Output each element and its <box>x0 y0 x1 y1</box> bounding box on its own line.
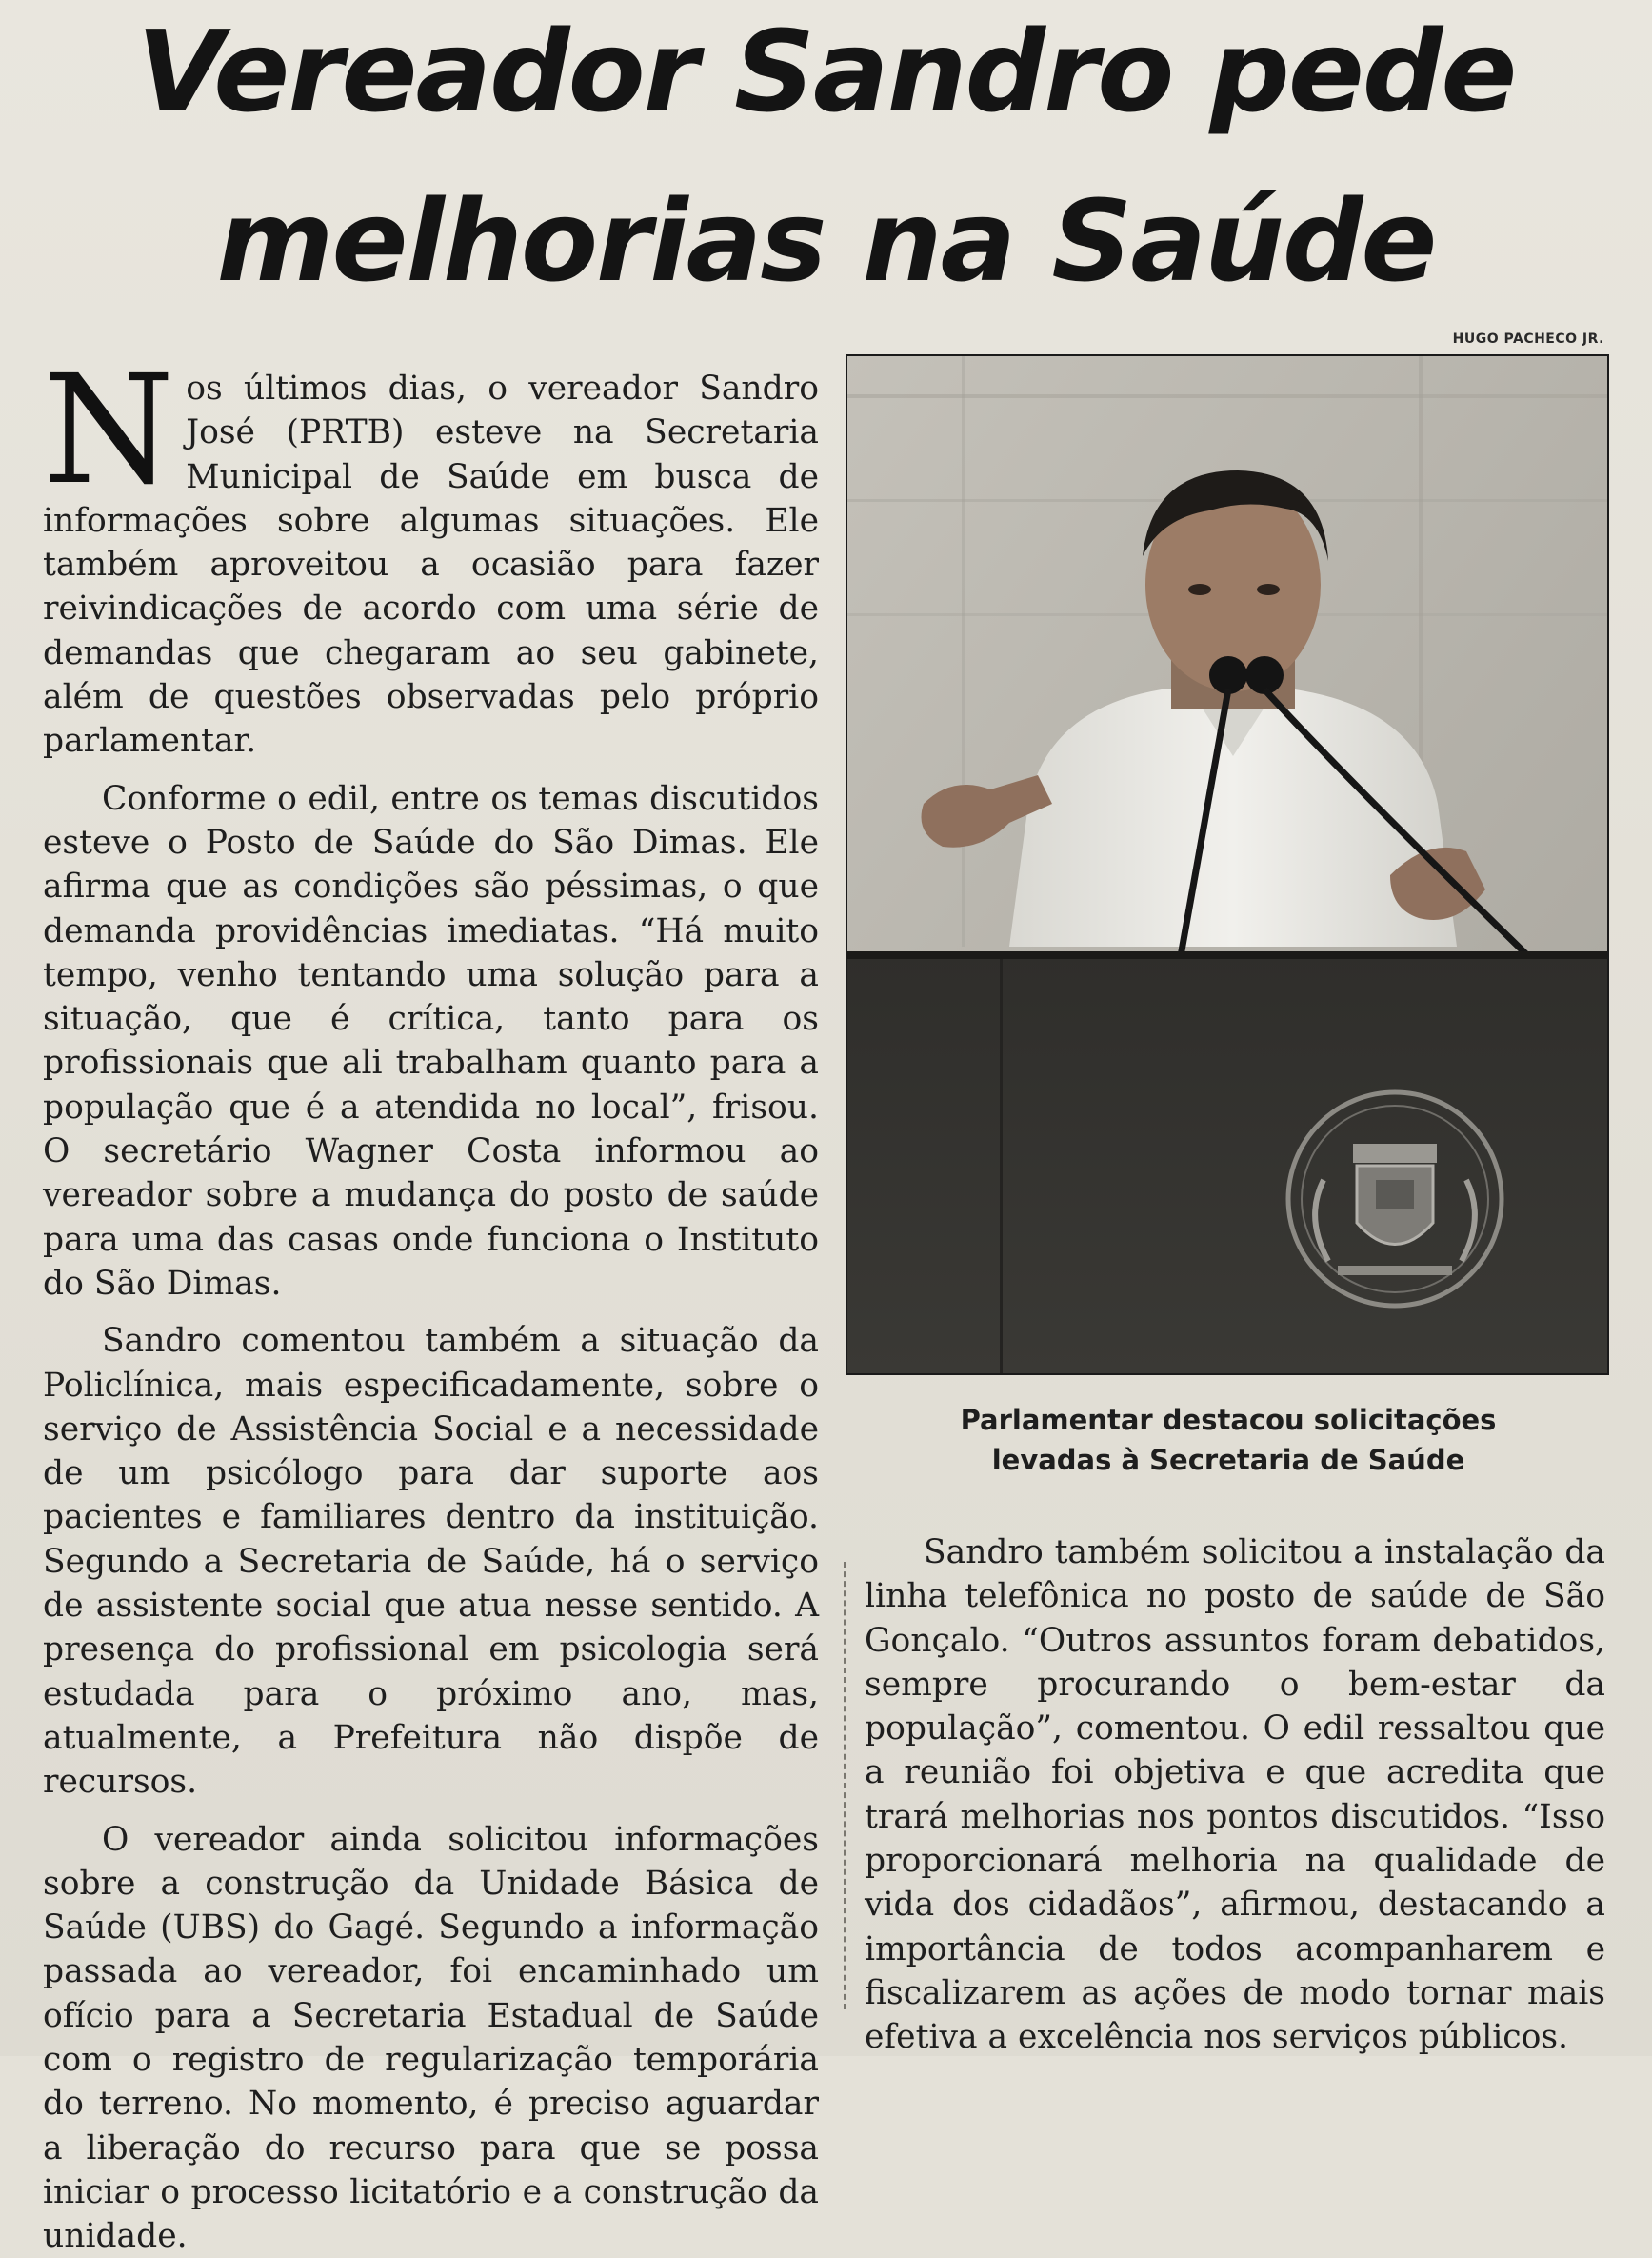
paragraph-1 <box>43 367 819 764</box>
paragraph-4: O vereador ainda solicitou informações sobre a construção da Unidade Básica de Saúde (UBS) do Gagé. Segundo a informação passada ao vereador, foi encaminhado um ofício para a Secretaria Estadual de Saúde com o registro de regularização temporária do terreno. No momento, é preciso aguardar a liberação do recurso para que se possa iniciar o processo licitatório e a construção da unidade. <box>43 1818 819 2258</box>
paragraph-5: Sandro também solicitou a instalação da linha telefônica no posto de saúde de São Gonçalo. “Outros assuntos foram debatidos, sempre procurando o bem-estar da população”, comentou. O edil ressaltou que a reunião foi objetiva e que acredita que trará melhorias nos pontos discutidos. “Isso proporcionará melhoria na qualidade de vida dos cidadãos”, afirmou, destacando a importância de todos acompanharem e fiscalizarem as ações de modo tornar mais efetiva a excelência nos serviços públicos. <box>865 1530 1605 2060</box>
caption-line-1: Parlamentar destacou solicitações <box>857 1400 1600 1440</box>
photo-credit: HUGO PACHECO JR. <box>1433 331 1604 347</box>
article-photo <box>846 354 1609 1375</box>
headline-line-1: Vereador Sandro pede <box>57 0 1595 143</box>
caption-line-2: levadas à Secretaria de Saúde <box>857 1440 1600 1480</box>
paragraph-2: Conforme o edil, entre os temas discutidos esteve o Posto de Saúde do São Dimas. Ele afirma que as condições são péssimas, o que demanda providências imediatas. “Há muito tempo, venho tentando uma solução para a situação, que é crítica, tanto para os profissionais que ali trabalham quanto para a população que é a atendida no local”, frisou. O secretário Wagner Costa informou ao vereador sobre a mudança do posto de saúde para uma das casas onde funciona o Instituto do São Dimas. <box>43 777 819 1307</box>
column-divider <box>844 1562 846 2009</box>
headline-line-2: melhorias na Saúde <box>57 170 1595 312</box>
photo-caption <box>857 1400 1600 1480</box>
microphone-right <box>1245 656 1284 694</box>
microphone-left <box>1209 656 1247 694</box>
article-column-left <box>43 367 819 2028</box>
drop-cap: N <box>43 374 174 487</box>
paragraph-1-text: os últimos dias, o vereador Sandro José (PRTB) esteve na Secretaria Municipal de Saúde em busca de informações sobre algumas situações. Ele também aproveitou a ocasião para fazer reivindicações de acordo com uma série de demandas que chegaram ao seu gabinete, além de questões observadas pelo próprio parlamentar. <box>43 370 819 760</box>
article-column-right <box>865 1530 1605 2026</box>
speaker-at-podium-illustration <box>847 356 1607 1373</box>
paragraph-3: Sandro comentou também a situação da Policlínica, mais especificadamente, sobre o serviço de Assistência Social e a necessidade de um psicólogo para dar suporte aos pacientes e familiares dentro da instituição. Segundo a Secretaria de Saúde, há o serviço de assistente social que atua nesse sentido. A presença do profissional em psicologia será estudada para o próximo ano, mas, atualmente, a Prefeitura não dispõe de recursos. <box>43 1319 819 1804</box>
